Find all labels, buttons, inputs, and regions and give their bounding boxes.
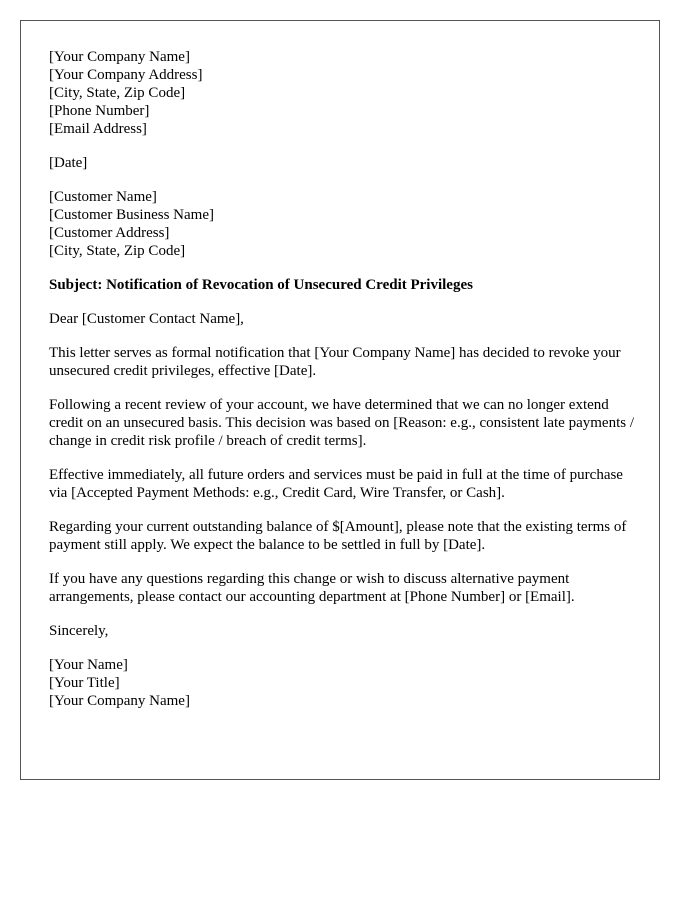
recipient-business-name: [Customer Business Name] — [49, 207, 214, 223]
signature-block — [49, 656, 639, 710]
recipient-address-block — [49, 188, 639, 260]
paragraph-payment-terms: Effective immediately, all future orders and services must be paid in full at the time of purchase via [Accepted Payment Methods: e.g., Credit Card, Wire Transfer, or Cash]. — [49, 467, 623, 501]
paragraph-outstanding-balance: Regarding your current outstanding balance of $[Amount], please note that the existing terms of payment still apply. We expect the balance to be settled in full by [Date]. — [49, 519, 627, 553]
letter-body — [49, 48, 639, 710]
date-block — [49, 154, 639, 172]
paragraph-review: Following a recent review of your account, we have determined that we can no longer extend credit on an unsecured basis. This decision was based on [Reason: e.g., consistent late payments / change in credit risk profile / breach of credit terms]. — [49, 397, 634, 449]
letter-frame — [20, 20, 660, 780]
signature-name: [Your Name] — [49, 657, 128, 673]
signature-company: [Your Company Name] — [49, 693, 190, 709]
sender-city-state-zip: [City, State, Zip Code] — [49, 85, 186, 101]
paragraph-contact: If you have any questions regarding this change or wish to discuss alternative payment arrangements, please contact our accounting department at [Phone Number] or [Email]. — [49, 571, 575, 605]
sender-company-address: [Your Company Address] — [49, 67, 203, 83]
salutation: Dear [Customer Contact Name], — [49, 311, 244, 327]
sender-phone: [Phone Number] — [49, 103, 150, 119]
sender-email: [Email Address] — [49, 121, 147, 137]
recipient-customer-name: [Customer Name] — [49, 189, 157, 205]
subject-line: Subject: Notification of Revocation of Unsecured Credit Privileges — [49, 277, 473, 293]
sender-address-block — [49, 48, 639, 138]
recipient-address: [Customer Address] — [49, 225, 170, 241]
recipient-city-state-zip: [City, State, Zip Code] — [49, 243, 186, 259]
letter-date: [Date] — [49, 155, 88, 171]
closing: Sincerely, — [49, 623, 109, 639]
sender-company-name: [Your Company Name] — [49, 49, 190, 65]
paragraph-notification: This letter serves as formal notification that [Your Company Name] has decided to revoke your unsecured credit privileges, effective [Date]. — [49, 345, 621, 379]
signature-title: [Your Title] — [49, 675, 120, 691]
